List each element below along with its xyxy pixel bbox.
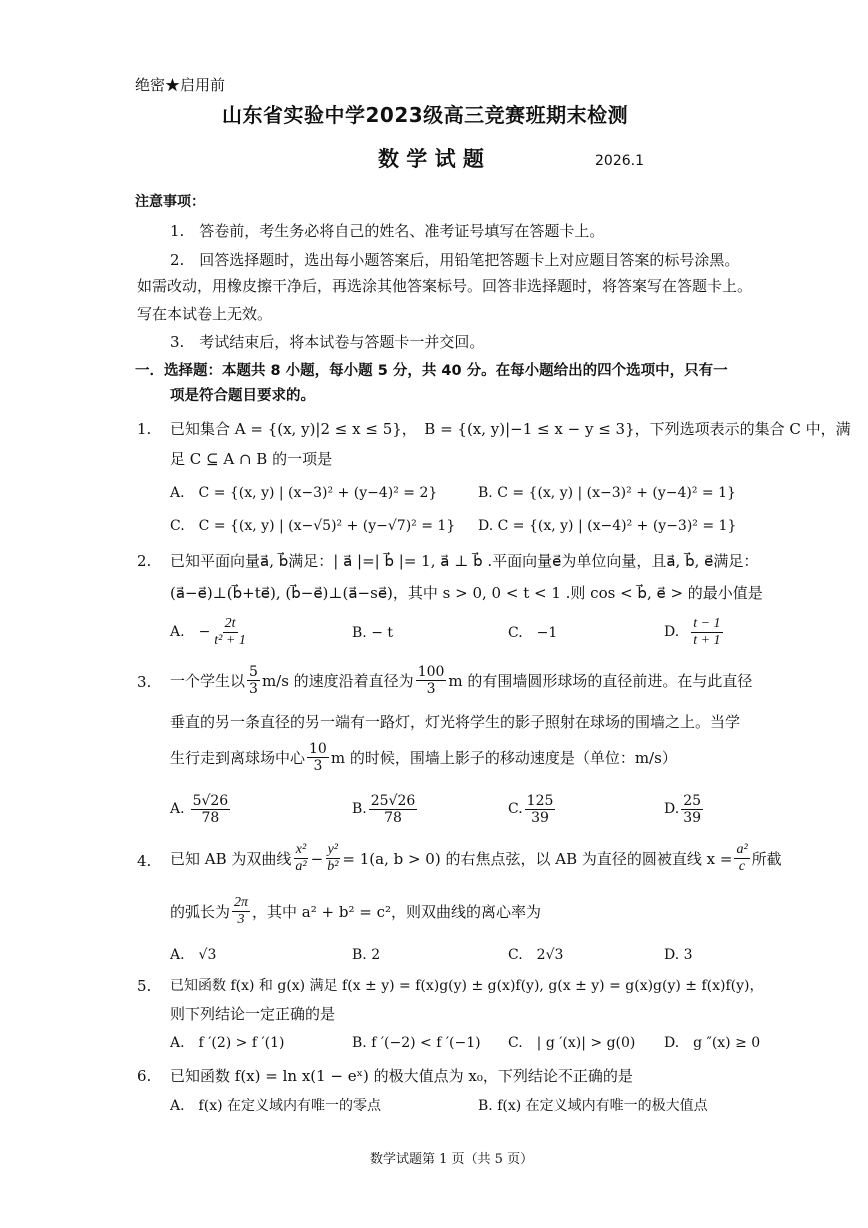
denominator: 3 [237, 912, 245, 927]
fraction [293, 842, 308, 875]
q2-option-c: C. −1 [508, 625, 558, 641]
q3-option-a [170, 793, 232, 826]
option-label: A. [170, 624, 185, 640]
text-segment: m 的时候，围墙上影子的移动速度是（单位：m/s） [330, 748, 677, 767]
option-label: C. [508, 801, 523, 817]
q4-stem-line-1 [170, 842, 782, 875]
fraction [325, 842, 340, 875]
q3-stem-line-3 [170, 741, 677, 774]
fraction [247, 664, 260, 697]
q1-option-c: C. C = {(x, y) | (x−√5)² + (y−√7)² = 1} [170, 518, 456, 534]
notice-heading: 注意事项： [135, 194, 205, 210]
numerator: 125 [526, 793, 554, 809]
q2-stem-line-2: (a⃗−e⃗)⊥(b⃗+te⃗), (b⃗−e⃗)⊥(a⃗−se⃗)，其中 s > 0, 0 < t < 1 .则 cos < b⃗, e⃗ > 的最小值是 [170, 584, 763, 602]
q5-option-d: D. g ″(x) ≥ 0 [664, 1035, 761, 1051]
q4-option-c: C. 2√3 [508, 947, 564, 963]
numerator: a² [736, 842, 748, 857]
notice-item-2-line-2: 如需改动，用橡皮擦干净后，再选涂其他答案标号。回答非选择题时，将答案写在答题卡上。 [137, 277, 753, 295]
numerator: 10 [309, 741, 327, 757]
q3-option-d [664, 793, 705, 826]
q5-option-b: B. f ′(−2) < f ′(−1) [352, 1035, 481, 1051]
section-heading-line-1: 一．选择题：本题共 8 小题，每小题 5 分，共 40 分。在每小题给出的四个选项中，只有一 [135, 363, 728, 379]
q5-option-a: A. f ′(2) > f ′(1) [170, 1035, 285, 1051]
minus-sign: − [198, 624, 211, 640]
denominator: t² + 1 [214, 633, 246, 648]
q4-number: 4. [137, 852, 152, 870]
text-segment: 已知 AB 为双曲线 [170, 849, 292, 868]
text-segment: m/s 的速度沿着直径为 [261, 671, 414, 690]
q2-option-a [170, 616, 250, 649]
text-segment: 所截 [751, 849, 782, 868]
denominator: 39 [683, 810, 702, 826]
q6-option-b: B. f(x) 在定义域内有唯一的极大值点 [478, 1098, 708, 1114]
numerator: 25√26 [370, 793, 416, 809]
q5-stem-line-1: 已知函数 f(x) 和 g(x) 满足 f(x ± y) = f(x)g(y) ± g(x)f(y), g(x ± y) = g(x)g(y) ± f(x)f(y)， [170, 978, 764, 994]
subject-title: 数 学 试 题 [378, 147, 484, 171]
school-title: 山东省实验中学2023级高三竞赛班期末检测 [222, 103, 629, 127]
q3-option-c [508, 793, 557, 826]
denominator: a² [295, 859, 307, 874]
numerator: t − 1 [693, 616, 721, 631]
q1-stem-line-1: 已知集合 A = {(x, y)|2 ≤ x ≤ 5}， B = {(x, y)|−1 ≤ x − y ≤ 3}，下列选项表示的集合 C 中，满 [170, 420, 851, 438]
q2-stem-line-1: 已知平面向量a⃗, b⃗满足：| a⃗ |=| b⃗ |= 1, a⃗ ⊥ b⃗ .平面向量e⃗为单位向量，且a⃗, b⃗, e⃗满足： [170, 552, 759, 570]
q3-option-b [352, 793, 419, 826]
denominator: 78 [384, 810, 402, 826]
minus-sign: − [310, 849, 324, 868]
notice-item-2-line-1: 2. 回答选择题时，选出每小题答案后，用铅笔把答题卡上对应题目答案的标号涂黑。 [170, 251, 740, 269]
q3-stem-line-2: 垂直的另一条直径的另一端有一路灯，灯光将学生的影子照射在球场的围墙之上。当学 [170, 713, 741, 731]
denominator: 39 [531, 810, 549, 826]
q4-stem-line-2 [170, 895, 541, 928]
page-footer: 数学试题第 1 页（共 5 页） [370, 1152, 534, 1167]
q6-stem-line-1: 已知函数 f(x) = ln x(1 − eˣ) 的极大值点为 x₀，下列结论不正确的是 [170, 1067, 633, 1085]
fraction [307, 741, 329, 774]
fraction [232, 895, 250, 928]
notice-item-3: 3. 考试结束后，将本试卷与答题卡一并交回。 [170, 333, 485, 351]
q5-option-c: C. | g ′(x)| > g(0) [508, 1035, 636, 1051]
option-label: D. [664, 801, 680, 817]
secret-mark: 绝密★启用前 [135, 76, 226, 94]
numerator: 5 [249, 664, 258, 680]
numerator: 5√26 [192, 793, 229, 809]
q3-stem-line-1 [170, 664, 752, 697]
text-segment: = 1(a, b > 0) 的右焦点弦，以 AB 为直径的圆被直线 x = [342, 849, 733, 868]
denominator: 3 [313, 758, 323, 774]
numerator: 100 [417, 664, 445, 680]
text-segment: 生行走到离球场中心 [170, 748, 306, 767]
q5-stem-line-2: 则下列结论一定正确的是 [170, 1005, 336, 1023]
fraction [681, 793, 703, 826]
q4-option-a: A. √3 [170, 947, 217, 963]
numerator: 25 [683, 793, 702, 809]
fraction [691, 616, 722, 649]
q1-option-d: D. C = {(x, y) | (x−4)² + (y−3)² = 1} [478, 518, 737, 534]
q1-stem-line-2: 足 C ⊆ A ∩ B 的一项是 [170, 450, 333, 468]
denominator: 78 [201, 810, 220, 826]
text-segment: 一个学生以 [170, 671, 246, 690]
notice-item-1: 1. 答卷前，考生务必将自己的姓名、准考证号填写在答题卡上。 [170, 222, 605, 240]
q1-number: 1. [137, 420, 152, 438]
numerator: x² [295, 842, 307, 857]
text-segment: 的弧长为 [170, 902, 231, 921]
denominator: b² [327, 859, 339, 874]
q4-option-d: D. 3 [664, 947, 693, 963]
denominator: t + 1 [693, 633, 721, 648]
section-heading-line-2: 项是符合题目要求的。 [170, 388, 315, 404]
fraction [191, 793, 231, 826]
text-segment: ，其中 a² + b² = c²，则双曲线的离心率为 [252, 902, 541, 921]
denominator: 3 [249, 681, 258, 697]
fraction [525, 793, 556, 826]
notice-item-2-line-3: 写在本试卷上无效。 [137, 305, 273, 323]
fraction [734, 842, 749, 875]
q2-option-d [664, 616, 725, 649]
q1-option-b: B. C = {(x, y) | (x−3)² + (y−4)² = 1} [478, 485, 736, 501]
q6-number: 6. [137, 1067, 152, 1085]
q1-option-a: A. C = {(x, y) | (x−3)² + (y−4)² = 2} [170, 485, 438, 501]
numerator: 2π [234, 895, 249, 910]
fraction [212, 616, 248, 649]
q4-option-b: B. 2 [352, 947, 381, 963]
option-label: D. [664, 624, 680, 640]
denominator: c [738, 859, 746, 874]
numerator: y² [327, 842, 338, 857]
denominator: 3 [426, 681, 436, 697]
q6-option-a: A. f(x) 在定义域内有唯一的零点 [170, 1098, 382, 1114]
q2-option-b: B. − t [352, 625, 393, 641]
q5-number: 5. [137, 977, 152, 995]
text-segment: m 的有围墙圆形球场的直径前进。在与此直径 [448, 671, 753, 690]
q2-number: 2. [137, 552, 152, 570]
exam-date: 2026.1 [595, 153, 644, 169]
option-label: B. [352, 801, 367, 817]
fraction [369, 793, 418, 826]
option-label: A. [170, 801, 185, 817]
numerator: 2t [224, 616, 236, 631]
q3-number: 3. [137, 673, 152, 691]
fraction [416, 664, 447, 697]
